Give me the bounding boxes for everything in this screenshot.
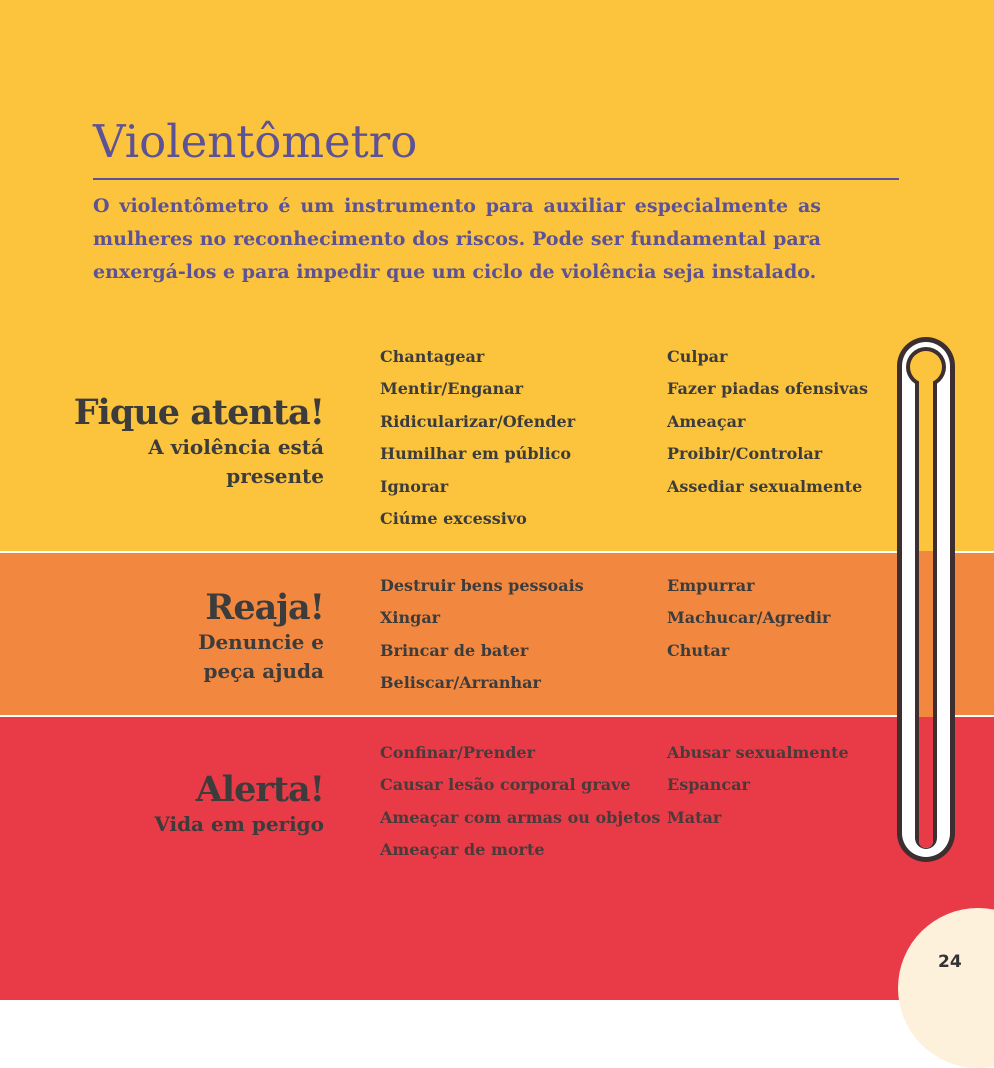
attention-list-col1: [380, 341, 575, 535]
list-item: Ameaçar com armas ou objetos: [380, 807, 661, 827]
list-item: Assediar sexualmente: [667, 476, 863, 496]
list-item: Empurrar: [667, 576, 755, 595]
list-item: Ignorar: [380, 476, 449, 496]
intro-paragraph: O violentômetro é um instrumento para auxiliar especialmente as mulheres no reconhecimento dos riscos. Pode ser fundamental para enxergá-los e para impedir que um ciclo de violência seja instalado.: [93, 195, 821, 283]
list-item: Chantagear: [380, 347, 485, 366]
list-item: Humilhar em público: [380, 444, 572, 464]
attention-subline-2: presente: [226, 464, 324, 488]
list-item: Fazer piadas ofensivas: [667, 379, 869, 399]
list-item: Machucar/Agredir: [667, 608, 831, 628]
list-item: Mentir/Enganar: [380, 379, 524, 399]
attention-subline-1: A violência está: [148, 435, 324, 459]
list-item: Proibir/Controlar: [667, 444, 823, 464]
alert-heading: Alerta!: [195, 769, 324, 810]
react-subline-1: Denuncie e: [198, 630, 324, 654]
list-item: Ameaçar: [667, 411, 746, 431]
attention-list-col2: [667, 341, 868, 503]
react-subline-2: peça ajuda: [203, 659, 324, 683]
list-item: Ciúme excessivo: [380, 509, 527, 529]
list-item: Matar: [667, 807, 722, 827]
list-item: Espancar: [667, 775, 750, 795]
list-item: Ridicularizar/Ofender: [380, 411, 576, 431]
react-heading-block: [198, 588, 324, 686]
alert-list-col2: [667, 737, 849, 834]
list-item: Beliscar/Arranhar: [380, 673, 541, 693]
list-item: Causar lesão corporal grave: [380, 775, 631, 795]
react-list-col2: [667, 570, 830, 667]
list-item: Confinar/Prender: [380, 743, 536, 762]
title-divider: [93, 178, 899, 180]
list-item: Xingar: [380, 608, 441, 628]
list-item: Chutar: [667, 640, 730, 660]
list-item: Ameaçar de morte: [380, 840, 545, 860]
alert-subline-1: Vida em perigo: [154, 812, 324, 836]
attention-heading-block: [74, 393, 324, 491]
alert-heading-block: [154, 770, 324, 839]
alert-list-col1: [380, 737, 660, 867]
list-item: Destruir bens pessoais: [380, 576, 584, 595]
react-heading: Reaja!: [205, 587, 324, 628]
page-number: 24: [938, 952, 962, 972]
list-item: Abusar sexualmente: [667, 743, 849, 762]
react-list-col1: [380, 570, 584, 700]
list-item: Brincar de bater: [380, 640, 529, 660]
attention-heading: Fique atenta!: [73, 392, 324, 433]
list-item: Culpar: [667, 347, 728, 366]
page-title: Violentômetro: [93, 115, 418, 168]
